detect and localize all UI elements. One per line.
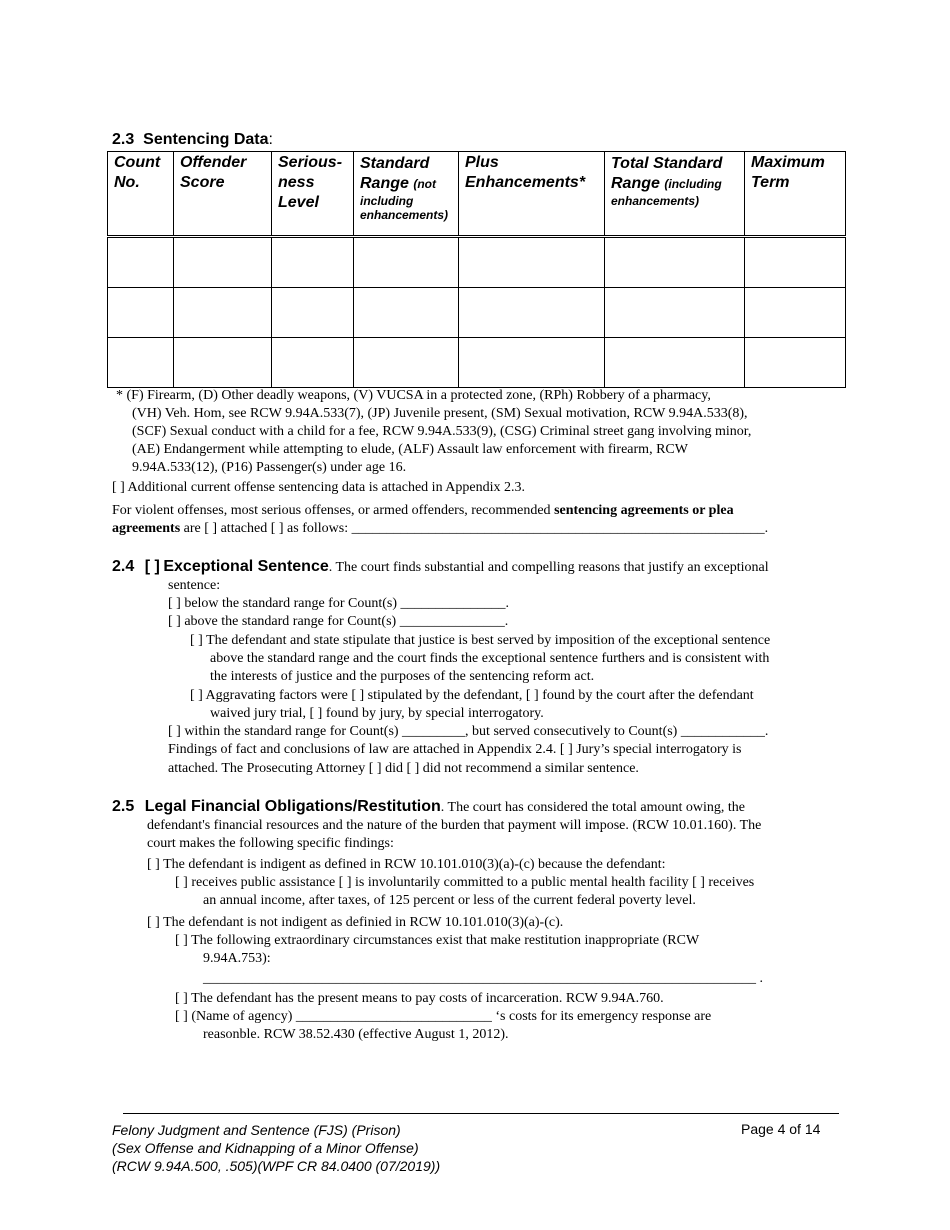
table-row bbox=[108, 338, 846, 388]
footer-form-subtitle: (Sex Offense and Kidnapping of a Minor Offense) bbox=[112, 1140, 419, 1156]
enhancement-note-line: (AE) Endangerment while attempting to elude, (ALF) Assault law enforcement with firearm, RCW bbox=[132, 442, 688, 457]
table-cell[interactable] bbox=[459, 338, 605, 388]
table-cell[interactable] bbox=[605, 338, 745, 388]
s25-line: court makes the following specific findings: bbox=[147, 836, 394, 851]
section-number: 2.4 bbox=[112, 558, 135, 575]
header-text: Serious- bbox=[278, 154, 343, 171]
violent-offense-line-1 bbox=[112, 502, 734, 520]
exceptional-sentence-checkbox[interactable]: [ ] bbox=[144, 558, 160, 575]
header-text: No. bbox=[114, 174, 140, 191]
col-total-standard-range bbox=[605, 152, 745, 237]
col-maximum-term bbox=[745, 152, 846, 237]
table-cell[interactable] bbox=[174, 338, 272, 388]
table-cell[interactable] bbox=[272, 338, 354, 388]
header-note: (including bbox=[664, 177, 722, 191]
indigent-checkbox-line[interactable]: [ ] The defendant is indigent as defined in RCW 10.101.010(3)(a)-(c) because the defendant: bbox=[147, 857, 666, 872]
section-title: Exceptional Sentence bbox=[163, 558, 329, 575]
enhancement-note-line: * (F) Firearm, (D) Other deadly weapons, (V) VUCSA in a protected zone, (RPh) Robbery of a pharmacy, bbox=[116, 388, 711, 403]
col-offender-score bbox=[174, 152, 272, 237]
enhancement-note-line: (VH) Veh. Hom, see RCW 9.94A.533(7), (JP) Juvenile present, (SM) Sexual motivation, RCW 9.94A.533(8), bbox=[132, 406, 748, 421]
section-title: Sentencing Data bbox=[143, 131, 269, 148]
bold-text: agreements bbox=[112, 521, 181, 536]
col-plus-enhancements bbox=[459, 152, 605, 237]
header-text: Count bbox=[114, 154, 161, 171]
s25-line: defendant's financial resources and the nature of the burden that payment will impose. (RCW 10.01.160). The bbox=[147, 818, 762, 833]
header-text: Score bbox=[180, 174, 225, 191]
header-text: Plus bbox=[465, 154, 499, 171]
header-note: including bbox=[360, 194, 414, 208]
not-indigent-checkbox-line[interactable]: [ ] The defendant is not indigent as definied in RCW 10.101.010(3)(a)-(c). bbox=[147, 915, 564, 930]
table-cell[interactable] bbox=[272, 237, 354, 288]
s25-line: reasonble. RCW 38.52.430 (effective August 1, 2012). bbox=[203, 1027, 509, 1042]
col-count-no bbox=[108, 152, 174, 237]
section-number: 2.5 bbox=[112, 798, 135, 815]
header-text: Range bbox=[611, 175, 660, 192]
table-row bbox=[108, 288, 846, 338]
table-cell[interactable] bbox=[174, 288, 272, 338]
section-2-4-heading bbox=[112, 557, 769, 578]
header-note: enhancements) bbox=[611, 194, 700, 208]
table-cell[interactable] bbox=[354, 237, 459, 288]
public-assistance-checkbox-line[interactable]: [ ] receives public assistance [ ] is involuntarily committed to a public mental health facility [ ] receives bbox=[175, 875, 755, 890]
table-cell[interactable] bbox=[745, 288, 846, 338]
table-header-row bbox=[108, 152, 846, 237]
heading-colon: : bbox=[268, 131, 273, 148]
section-intro: . The court has considered the total amount owing, the bbox=[440, 800, 745, 815]
header-text: Term bbox=[751, 174, 790, 191]
header-note: (not bbox=[413, 177, 437, 191]
agency-costs-checkbox-line[interactable]: [ ] (Name of agency) ____________________________ ‘s costs for its emergency response are bbox=[175, 1009, 712, 1024]
appendix-2-3-checkbox-line[interactable]: [ ] Additional current offense sentencing data is attached in Appendix 2.3. bbox=[112, 480, 526, 495]
incarceration-costs-checkbox-line[interactable]: [ ] The defendant has the present means to pay costs of incarceration. RCW 9.94A.760. bbox=[175, 991, 664, 1006]
below-range-checkbox-line[interactable]: [ ] below the standard range for Count(s) _______________. bbox=[168, 596, 509, 611]
s24-line: the interests of justice and the purposes of the sentencing reform act. bbox=[210, 669, 595, 684]
header-text: ness bbox=[278, 174, 315, 191]
table-cell[interactable] bbox=[459, 237, 605, 288]
aggravating-factors-checkbox-line[interactable]: [ ] Aggravating factors were [ ] stipulated by the defendant, [ ] found by the court after the defendant bbox=[190, 688, 754, 703]
s24-line: sentence: bbox=[168, 578, 221, 593]
table-cell[interactable] bbox=[745, 338, 846, 388]
s25-line: an annual income, after taxes, of 125 percent or less of the current federal poverty level. bbox=[203, 893, 696, 908]
bold-text: sentencing agreements or plea bbox=[554, 503, 734, 518]
circumstances-blank-line[interactable]: _______________________________________________________________________________ . bbox=[203, 971, 763, 986]
table-cell[interactable] bbox=[108, 288, 174, 338]
section-2-5-heading bbox=[112, 797, 745, 818]
col-standard-range bbox=[354, 152, 459, 237]
footer-divider bbox=[123, 1113, 839, 1114]
header-text: Standard bbox=[360, 155, 430, 172]
enhancement-note-line: 9.94A.533(12), (P16) Passenger(s) under age 16. bbox=[132, 460, 407, 475]
enhancement-note-line: (SCF) Sexual conduct with a child for a fee, RCW 9.94A.533(9), (CSG) Criminal street gang involving minor, bbox=[132, 424, 752, 439]
table-cell[interactable] bbox=[459, 288, 605, 338]
table-cell[interactable] bbox=[108, 237, 174, 288]
header-text: Total Standard bbox=[611, 155, 723, 172]
section-number: 2.3 bbox=[112, 131, 135, 148]
extraordinary-circumstances-checkbox-line[interactable]: [ ] The following extraordinary circumstances exist that make restitution inappropriate (RCW bbox=[175, 933, 700, 948]
s24-line[interactable]: waived jury trial, [ ] found by jury, by special interrogatory. bbox=[210, 706, 544, 721]
text: For violent offenses, most serious offenses, or armed offenders, recommended bbox=[112, 503, 555, 518]
table-cell[interactable] bbox=[354, 338, 459, 388]
table-cell[interactable] bbox=[174, 237, 272, 288]
table-cell[interactable] bbox=[272, 288, 354, 338]
s24-line[interactable]: attached. The Prosecuting Attorney [ ] did [ ] did not recommend a similar sentence. bbox=[168, 761, 639, 776]
s25-line: 9.94A.753): bbox=[203, 951, 271, 966]
table-row bbox=[108, 237, 846, 288]
s24-line[interactable]: Findings of fact and conclusions of law are attached in Appendix 2.4. [ ] Jury’s special interrogatory is bbox=[168, 742, 742, 757]
section-2-3-heading bbox=[112, 131, 273, 149]
table-cell[interactable] bbox=[605, 237, 745, 288]
header-text: Enhancements* bbox=[465, 174, 586, 191]
above-range-checkbox-line[interactable]: [ ] above the standard range for Count(s) _______________. bbox=[168, 614, 509, 629]
header-text: Level bbox=[278, 194, 319, 211]
sentencing-data-table bbox=[107, 151, 846, 388]
table-cell[interactable] bbox=[745, 237, 846, 288]
table-cell[interactable] bbox=[354, 288, 459, 338]
s24-line: above the standard range and the court finds the exceptional sentence furthers and is consistent with bbox=[210, 651, 770, 666]
header-text: Maximum bbox=[751, 154, 825, 171]
stipulate-checkbox-line[interactable]: [ ] The defendant and state stipulate that justice is best served by imposition of the exceptional sentence bbox=[190, 633, 771, 648]
page-number: Page 4 of 14 bbox=[741, 1121, 821, 1137]
footer-form-title: Felony Judgment and Sentence (FJS) (Prison) bbox=[112, 1122, 401, 1138]
table-cell[interactable] bbox=[108, 338, 174, 388]
section-title: Legal Financial Obligations/Restitution bbox=[144, 798, 441, 815]
within-range-checkbox-line[interactable]: [ ] within the standard range for Count(s) _________, but served consecutively to Count(s) ____________. bbox=[168, 724, 769, 739]
section-intro: . The court finds substantial and compelling reasons that justify an exceptional bbox=[328, 560, 769, 575]
header-text: Range bbox=[360, 175, 409, 192]
text: are [ ] attached [ ] as follows: ___________________________________________________________. bbox=[180, 521, 769, 536]
header-note: enhancements) bbox=[360, 208, 449, 222]
table-cell[interactable] bbox=[605, 288, 745, 338]
footer-form-citation: (RCW 9.94A.500, .505)(WPF CR 84.0400 (07/2019)) bbox=[112, 1158, 441, 1174]
header-text: Offender bbox=[180, 154, 247, 171]
violent-offense-line-2[interactable] bbox=[112, 520, 768, 538]
col-seriousness-level bbox=[272, 152, 354, 237]
